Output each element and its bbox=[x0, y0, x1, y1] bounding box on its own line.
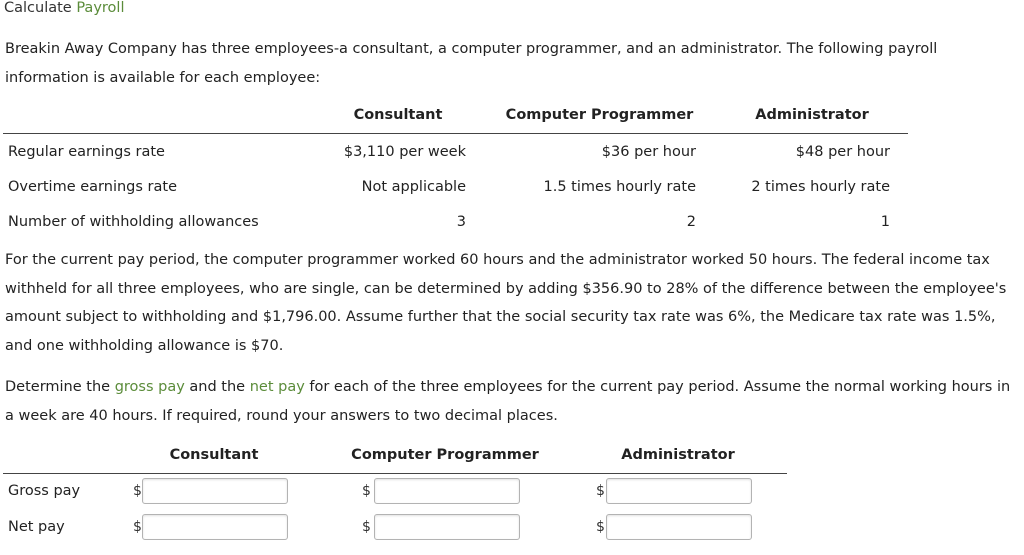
intro-paragraph: Breakin Away Company has three employees-a consultant, a computer programmer, and an administrator. The following payroll information is available for each employee: bbox=[5, 41, 938, 86]
info-cell-consultant: Not applicable bbox=[361, 179, 466, 195]
scenario-paragraph: For the current pay period, the computer programmer worked 60 hours and the administrator worked 50 hours. The federal income tax withheld for all three employees, who are single, can be determined by adding $356.90 to 28% of the difference between the employee's amount subject to withholding and $1,796.00. Assume further that the social security tax rate was 6%, the Medicare tax rate was 1.5%, and one withholding allowance is $70. bbox=[5, 252, 1007, 354]
dollar-sign: $ bbox=[596, 519, 605, 535]
info-cell-administrator: 2 times hourly rate bbox=[751, 179, 890, 195]
answer-header-consultant: Consultant bbox=[169, 447, 259, 463]
info-cell-consultant: $3,110 per week bbox=[343, 144, 466, 160]
info-cell-administrator: $48 per hour bbox=[795, 144, 890, 160]
gross-pay-link[interactable]: gross pay bbox=[114, 379, 185, 395]
info-cell-programmer: 2 bbox=[686, 214, 696, 230]
programmer-gross-pay-input[interactable] bbox=[374, 478, 520, 504]
info-header-administrator: Administrator bbox=[755, 107, 869, 123]
administrator-gross-pay-input[interactable] bbox=[606, 478, 752, 504]
answer-header-administrator: Administrator bbox=[621, 447, 735, 463]
answer-row-label: Gross pay bbox=[8, 483, 81, 499]
answer-row-label: Net pay bbox=[8, 519, 65, 535]
programmer-net-pay-input[interactable] bbox=[374, 514, 520, 540]
dollar-sign: $ bbox=[362, 483, 371, 499]
info-cell-programmer: 1.5 times hourly rate bbox=[543, 179, 696, 195]
consultant-gross-pay-input[interactable] bbox=[142, 478, 288, 504]
page-title bbox=[4, 0, 124, 16]
dollar-sign: $ bbox=[133, 483, 142, 499]
info-row-label: Overtime earnings rate bbox=[8, 179, 177, 195]
info-cell-programmer: $36 per hour bbox=[601, 144, 696, 160]
info-row-label: Number of withholding allowances bbox=[8, 214, 259, 230]
info-header-consultant: Consultant bbox=[353, 107, 443, 123]
dollar-sign: $ bbox=[596, 483, 605, 499]
info-cell-consultant: 3 bbox=[456, 214, 466, 230]
info-table-divider bbox=[3, 133, 908, 134]
info-row-label: Regular earnings rate bbox=[8, 144, 165, 160]
title-payroll-link[interactable]: Payroll bbox=[76, 0, 125, 16]
info-cell-administrator: 1 bbox=[880, 214, 890, 230]
answer-header-programmer: Computer Programmer bbox=[351, 447, 539, 463]
dollar-sign: $ bbox=[362, 519, 371, 535]
dollar-sign: $ bbox=[133, 519, 142, 535]
info-header-programmer: Computer Programmer bbox=[505, 107, 694, 123]
answer-table-divider bbox=[3, 473, 787, 474]
net-pay-link[interactable]: net pay bbox=[249, 379, 305, 395]
administrator-net-pay-input[interactable] bbox=[606, 514, 752, 540]
consultant-net-pay-input[interactable] bbox=[142, 514, 288, 540]
instruction-paragraph: Determine the gross pay and the net pay for each of the three employees for the current pay period. Assume the normal working hours in a week are 40 hours. If required, round your answers to two decimal places. bbox=[5, 379, 1011, 424]
title-prefix: Calculate bbox=[4, 0, 77, 16]
